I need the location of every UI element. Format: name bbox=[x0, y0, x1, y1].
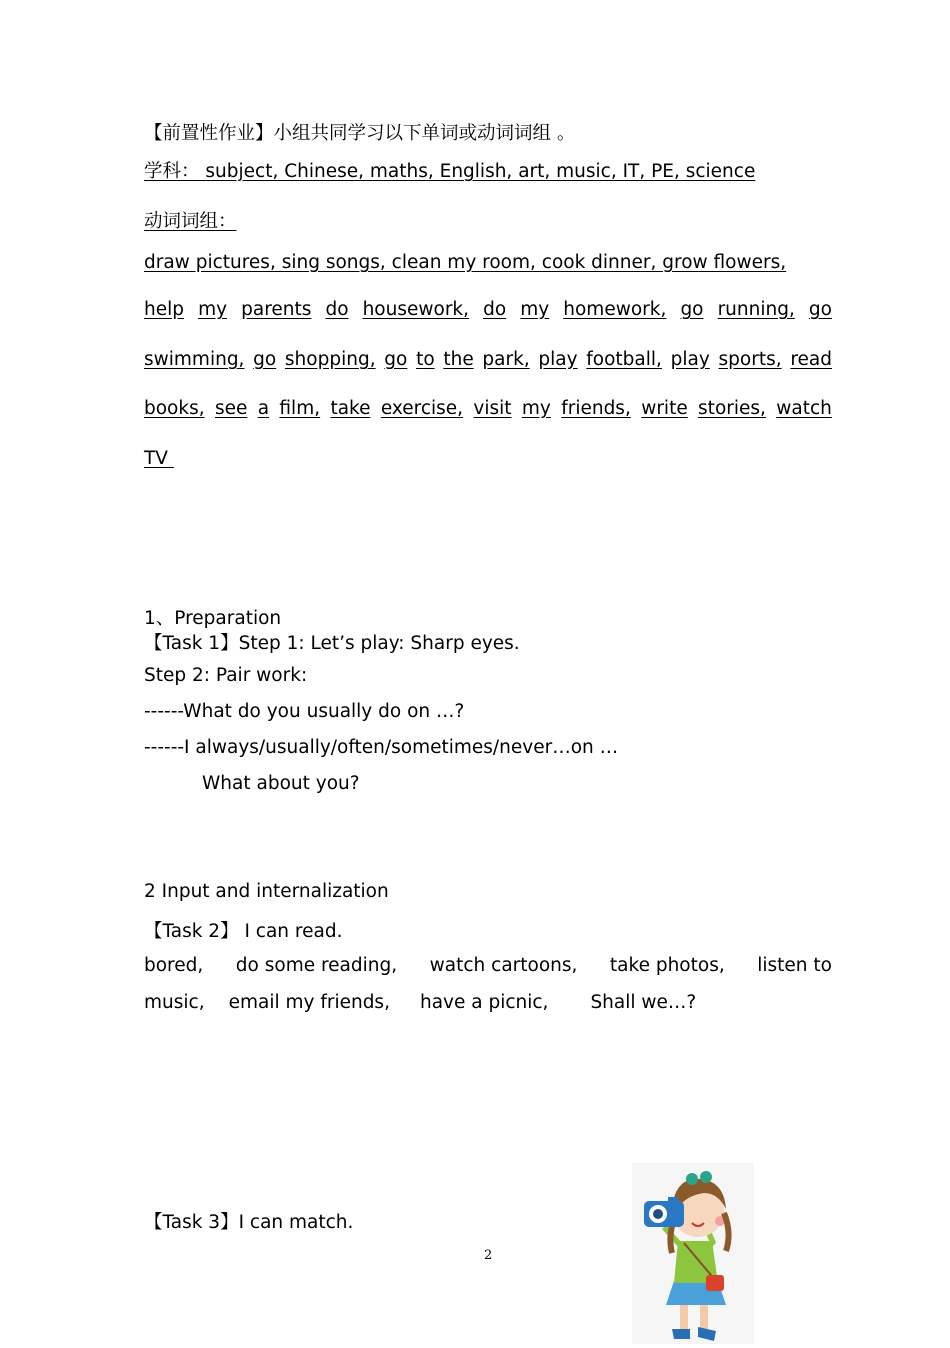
task2-line: 【Task 2】 I can read. bbox=[144, 921, 343, 942]
phrase-word: play bbox=[670, 349, 710, 370]
phrase-word: go bbox=[680, 299, 704, 320]
vocab-item: watch cartoons, bbox=[429, 955, 578, 976]
phrase-word: read bbox=[790, 349, 832, 370]
phrase-word: parents bbox=[241, 299, 312, 320]
vocab-item: email my friends, bbox=[228, 992, 390, 1013]
vocab-item: Shall we…? bbox=[590, 992, 697, 1013]
phrase-word: do bbox=[483, 299, 507, 320]
phrase-line-5 bbox=[144, 448, 174, 469]
step2-line: Step 2: Pair work: bbox=[144, 665, 308, 686]
girl-with-camera-illustration bbox=[632, 1163, 754, 1344]
subjects-line bbox=[144, 157, 755, 183]
task1-line: 【Task 1】Step 1: Let’s play: Sharp eyes. bbox=[144, 633, 520, 654]
phrase-line-2 bbox=[144, 299, 832, 320]
vocab-item: listen to bbox=[757, 955, 832, 976]
phrase-word: take bbox=[330, 398, 371, 419]
phrase-word: go bbox=[384, 349, 408, 370]
vocab-item: music, bbox=[144, 992, 205, 1013]
phrase-word: write bbox=[641, 398, 688, 419]
page-number: 2 bbox=[484, 1248, 493, 1263]
phrase-word: film, bbox=[279, 398, 321, 419]
phrase-word: swimming, bbox=[144, 349, 245, 370]
input-heading: 2 Input and internalization bbox=[144, 881, 389, 902]
phrase-word: park, bbox=[482, 349, 530, 370]
phrase-word: housework, bbox=[362, 299, 470, 320]
vocab-item: take photos, bbox=[609, 955, 725, 976]
subjects-words: subject, Chinese, maths, English, art, music, IT, PE, science bbox=[205, 161, 756, 182]
vocab-item: do some reading, bbox=[235, 955, 398, 976]
phrases-label: 动词词组： bbox=[144, 211, 237, 232]
vocab-item: bored, bbox=[144, 955, 204, 976]
phrase-word: football, bbox=[586, 349, 662, 370]
phrase-line-1: draw pictures, sing songs, clean my room, cook dinner, grow flowers, bbox=[144, 252, 787, 273]
phrase-word: play bbox=[538, 349, 578, 370]
phrase-word: watch bbox=[776, 398, 832, 419]
phrase-line-4 bbox=[144, 398, 832, 419]
phrase-word: stories, bbox=[698, 398, 766, 419]
phrase-word: visit bbox=[473, 398, 512, 419]
phrase-word: my bbox=[198, 299, 228, 320]
phrase-word: go bbox=[253, 349, 277, 370]
phrase-word: to bbox=[416, 349, 435, 370]
phrase-word: exercise, bbox=[380, 398, 464, 419]
preview-title: 【前置性作业】小组共同学习以下单词或动词词组 。 bbox=[144, 123, 576, 144]
task2-words-line-1 bbox=[144, 955, 832, 976]
phrase-word: shopping, bbox=[284, 349, 376, 370]
phrase-word: the bbox=[443, 349, 474, 370]
phrase-word: TV bbox=[144, 448, 168, 469]
task2-words-line-2 bbox=[144, 992, 696, 1013]
phrase-word: my bbox=[520, 299, 550, 320]
phrase-word: do bbox=[325, 299, 349, 320]
phrase-word: go bbox=[808, 299, 832, 320]
phrase-word: help bbox=[144, 299, 184, 320]
phrase-line-3 bbox=[144, 349, 832, 370]
phrase-word: sports, bbox=[718, 349, 782, 370]
phrase-word: a bbox=[257, 398, 270, 419]
preparation-heading: 1、Preparation bbox=[144, 608, 282, 629]
phrase-word: homework, bbox=[563, 299, 667, 320]
dialogue-answer: ------I always/usually/often/sometimes/never…on … bbox=[144, 737, 619, 758]
dialogue-answer-followup: What about you? bbox=[202, 773, 360, 794]
phrase-word: running, bbox=[717, 299, 795, 320]
subjects-label: 学科： bbox=[144, 161, 200, 182]
task3-line: 【Task 3】I can match. bbox=[144, 1212, 354, 1233]
phrase-word: friends, bbox=[561, 398, 631, 419]
vocab-item: have a picnic, bbox=[419, 992, 549, 1013]
phrase-word: see bbox=[214, 398, 248, 419]
phrase-word: books, bbox=[144, 398, 205, 419]
phrase-word: my bbox=[521, 398, 551, 419]
dialogue-question: ------What do you usually do on …? bbox=[144, 701, 465, 722]
